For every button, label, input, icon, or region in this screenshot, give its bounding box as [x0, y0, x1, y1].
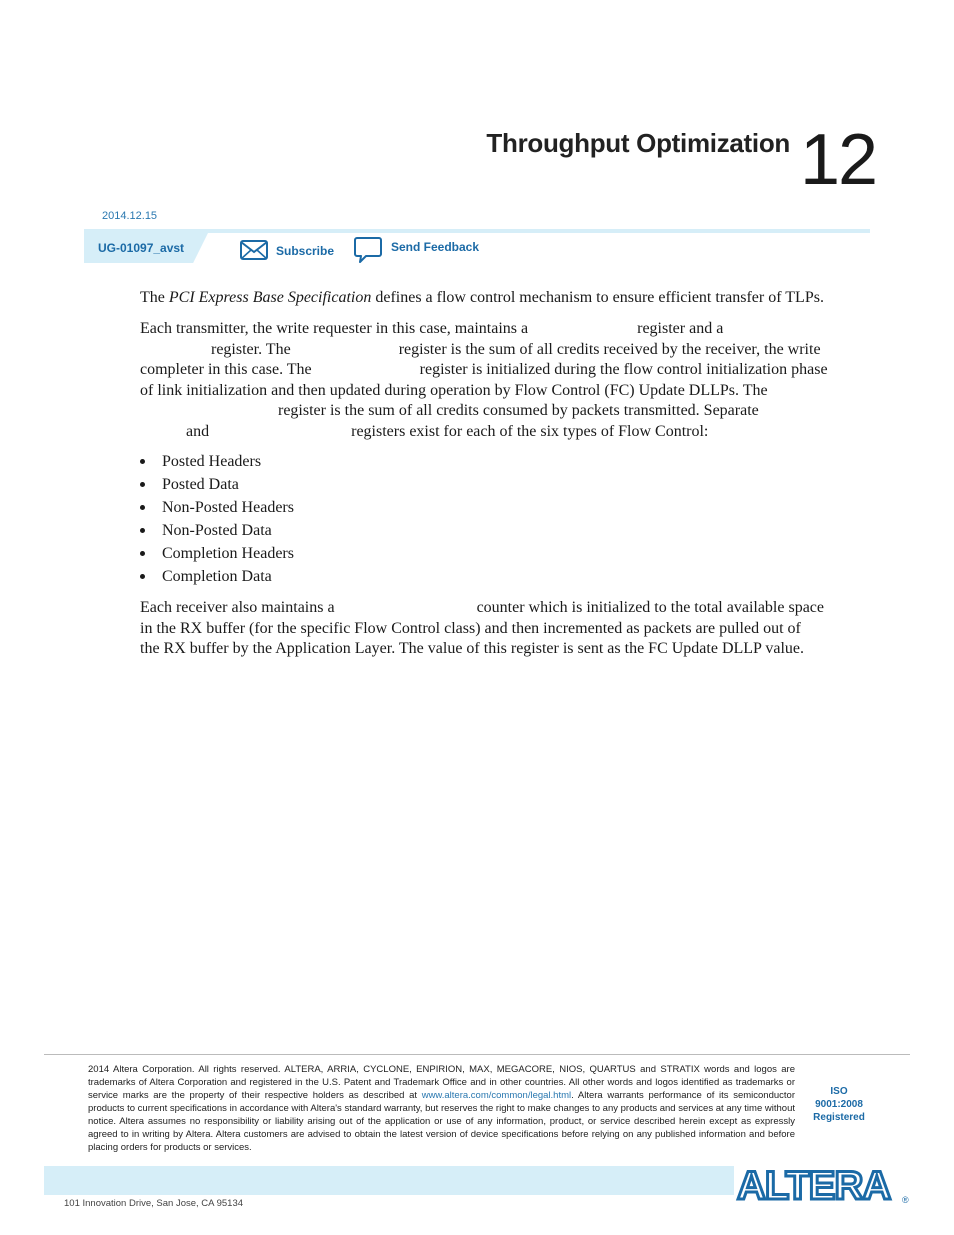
transmitter-paragraph — [140, 319, 872, 443]
p3-line3: the RX buffer by the Application Layer. The value of this register is sent as the FC Update DLLP value. — [140, 640, 804, 658]
registered-mark: ® — [902, 1195, 909, 1205]
header-rule — [84, 229, 870, 233]
p2-line6a: and — [186, 422, 210, 440]
list-item: Completion Data — [140, 567, 294, 590]
spec-title: PCI Express Base Specification — [168, 289, 372, 306]
chapter-title: Throughput Optimization — [486, 128, 790, 158]
flow-control-types-list — [140, 452, 294, 590]
list-item: Non-Posted Data — [140, 521, 294, 544]
p2-line3a: completer in this case. The — [140, 361, 312, 379]
p2-line2b: register is the sum of all credits received by the receiver, the write — [398, 340, 821, 358]
intro-paragraph — [140, 288, 872, 309]
logo-text: ALTERA — [737, 1164, 891, 1205]
subscribe-link[interactable]: Subscribe — [276, 244, 335, 258]
list-item: Completion Headers — [140, 544, 294, 567]
footer-rule — [44, 1054, 910, 1055]
revision-date: 2014.12.15 — [102, 210, 158, 222]
doc-id: UG-01097_avst — [98, 241, 185, 255]
send-feedback-link[interactable]: Send Feedback — [391, 240, 480, 254]
legal-notice: 2014 Altera Corporation. All rights reserved. ALTERA, ARRIA, CYCLONE, ENPIRION, MAX, MEGACORE, NIOS, QUARTUS and STRATIX words and logos are trademarks of Altera Corporation and registered in the U.S. Patent and Trademark Office and in other countries. All other words and logos identified as trademarks or service marks are the property of their respective holders as described at www.altera.com/common/legal.html. Altera warrants performance of its semiconductor products to current specifications in accordance with Altera's standard warranty, but reserves the right to make changes to any products and services at any time without notice. Altera assumes no responsibility or liability arising out of the application or use of any information, product, or service described herein except as expressly agreed to in writing by Altera. Altera customers are advised to obtain the latest version of device specifications before relying on any published information and before placing orders for products or services. — [88, 1064, 795, 1153]
list-item: Posted Data — [140, 475, 294, 498]
receiver-paragraph — [140, 598, 872, 660]
altera-logo — [734, 1163, 912, 1205]
speech-bubble-icon[interactable] — [354, 237, 382, 264]
company-address: 101 Innovation Drive, San Jose, CA 95134 — [64, 1198, 244, 1209]
chapter-number: 12 — [800, 120, 877, 200]
p2-line2a: register. The — [211, 340, 291, 358]
envelope-icon[interactable] — [240, 240, 268, 260]
p3-line2: in the RX buffer (for the specific Flow Control class) and then incremented as packets are pulled out of — [140, 619, 801, 637]
p2-line5: register is the sum of all credits consumed by packets transmitted. Separate — [278, 402, 759, 420]
iso-badge: ISO 9001:2008 Registered — [813, 1086, 865, 1123]
p2-line3b: register is initialized during the flow control initialization phase — [419, 361, 828, 379]
list-item: Posted Headers — [140, 452, 294, 475]
intro-prefix: The — [140, 289, 169, 306]
legal-link[interactable]: www.altera.com/common/legal.html — [421, 1090, 572, 1101]
p3-line1b: counter which is initialized to the total available space — [476, 599, 825, 616]
p2-line6b: registers exist for each of the six types of Flow Control: — [351, 422, 709, 440]
p2-line1a: Each transmitter, the write requester in this case, maintains a — [140, 320, 529, 337]
p2-line4: of link initialization and then updated during operation by Flow Control (FC) Update DLLPs. The — [140, 381, 768, 399]
p3-line1a: Each receiver also maintains a — [140, 599, 335, 616]
intro-suffix: defines a flow control mechanism to ensure efficient transfer of TLPs. — [371, 289, 824, 306]
list-item: Non-Posted Headers — [140, 498, 294, 521]
p2-line1b: register and a — [637, 320, 724, 337]
